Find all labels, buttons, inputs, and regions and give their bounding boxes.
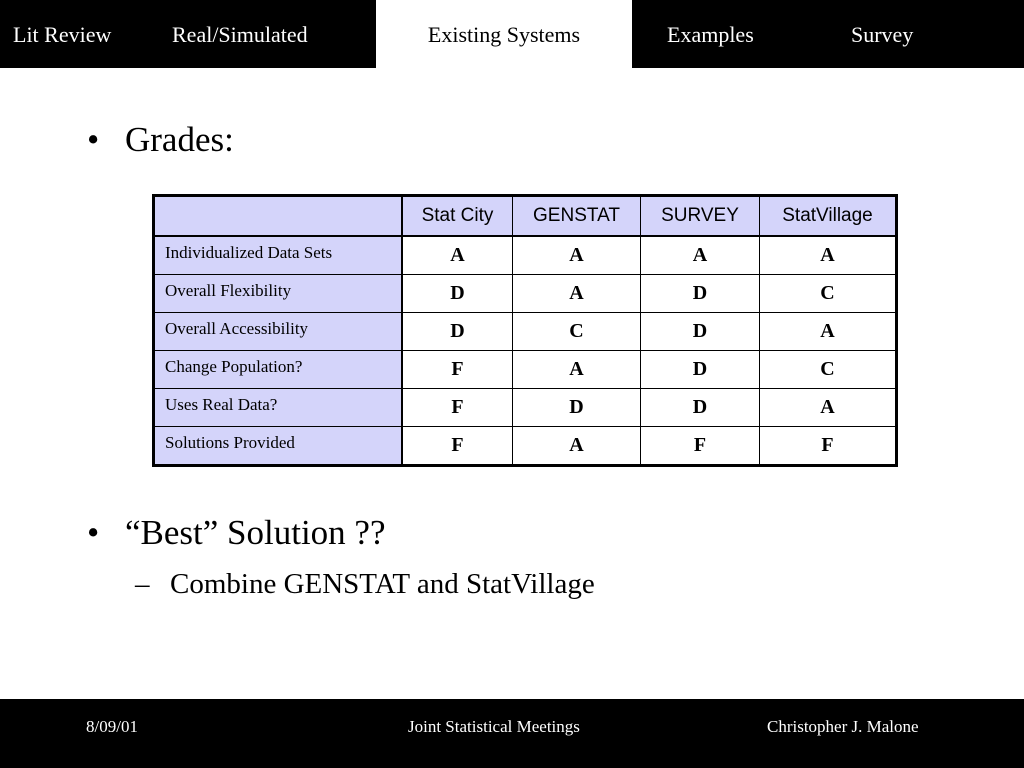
table-row (154, 313, 897, 351)
table-row (154, 236, 897, 275)
row-label: Overall Flexibility (154, 275, 403, 313)
row-label: Overall Accessibility (154, 313, 403, 351)
dash-mark: – (135, 568, 150, 600)
row-label: Change Population? (154, 351, 403, 389)
footer-date: 8/09/01 (86, 717, 138, 736)
grades-table (152, 194, 898, 467)
grade-cell: D (641, 389, 760, 427)
table-row (154, 427, 897, 466)
bullet-mark: • (87, 120, 100, 159)
subbullet-combine-text: Combine GENSTAT and StatVillage (170, 568, 595, 600)
column-header: GENSTAT (513, 196, 641, 237)
grade-cell: C (513, 313, 641, 351)
grade-cell: A (641, 236, 760, 275)
grade-cell: F (402, 427, 513, 466)
grade-cell: A (402, 236, 513, 275)
table-corner-cell (154, 196, 403, 237)
subbullet-combine (135, 568, 595, 601)
table-row (154, 351, 897, 389)
column-header: Stat City (402, 196, 513, 237)
bullet-best-solution-text: “Best” Solution ?? (125, 513, 386, 552)
grade-cell: D (641, 275, 760, 313)
bullet-grades (87, 120, 234, 160)
grade-cell: A (760, 236, 897, 275)
grade-cell: A (513, 236, 641, 275)
column-header: StatVillage (760, 196, 897, 237)
tab-examples[interactable]: Examples (667, 22, 754, 47)
grade-cell: C (760, 351, 897, 389)
grade-cell: C (760, 275, 897, 313)
grade-cell: D (402, 275, 513, 313)
table-row (154, 275, 897, 313)
footer-bar (0, 699, 1024, 768)
bullet-grades-text: Grades: (125, 120, 234, 159)
table-row (154, 389, 897, 427)
grade-cell: A (513, 427, 641, 466)
row-label: Uses Real Data? (154, 389, 403, 427)
grade-cell: D (402, 313, 513, 351)
bullet-mark: • (87, 513, 100, 552)
bullet-best-solution (87, 513, 386, 553)
footer-event: Joint Statistical Meetings (408, 717, 580, 736)
grade-cell: A (760, 389, 897, 427)
grade-cell: F (760, 427, 897, 466)
grade-cell: F (402, 389, 513, 427)
table-header-row (154, 196, 897, 237)
tab-survey[interactable]: Survey (851, 22, 914, 47)
top-navigation-bar (0, 0, 1024, 68)
grade-cell: A (760, 313, 897, 351)
row-label: Solutions Provided (154, 427, 403, 466)
grade-cell: D (641, 351, 760, 389)
tab-lit-review[interactable]: Lit Review (13, 22, 112, 47)
grade-cell: D (641, 313, 760, 351)
grade-cell: A (513, 351, 641, 389)
grade-cell: A (513, 275, 641, 313)
tab-existing-systems[interactable]: Existing Systems (376, 0, 632, 68)
footer-author: Christopher J. Malone (767, 717, 919, 736)
grade-cell: D (513, 389, 641, 427)
column-header: SURVEY (641, 196, 760, 237)
grade-cell: F (402, 351, 513, 389)
row-label: Individualized Data Sets (154, 236, 403, 275)
grade-cell: F (641, 427, 760, 466)
tab-real-simulated[interactable]: Real/Simulated (172, 22, 308, 47)
